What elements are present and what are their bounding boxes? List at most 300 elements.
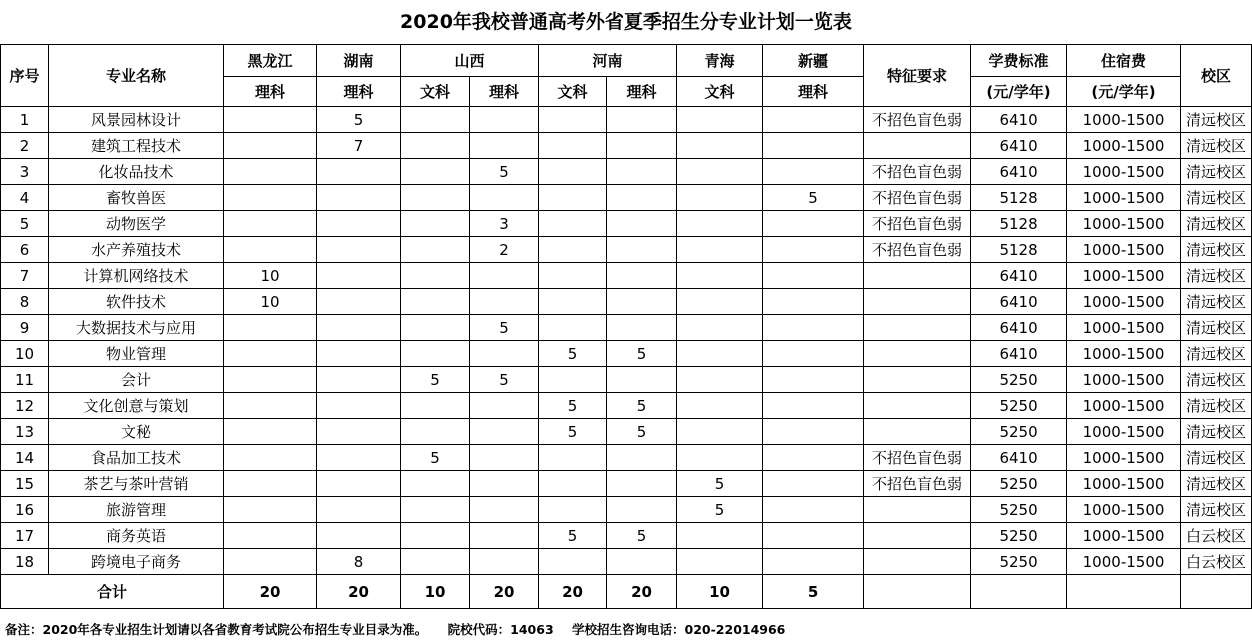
row-tuition: 5128 — [971, 237, 1067, 263]
row-requirement: 不招色盲色弱 — [864, 159, 971, 185]
totals-empty-cell — [864, 575, 971, 609]
row-quota — [763, 159, 864, 185]
row-seq: 13 — [1, 419, 49, 445]
row-quota — [401, 523, 470, 549]
row-quota: 5 — [470, 315, 539, 341]
row-major-name: 文秘 — [49, 419, 224, 445]
row-seq: 10 — [1, 341, 49, 367]
row-campus: 清远校区 — [1181, 289, 1252, 315]
row-tuition: 6410 — [971, 315, 1067, 341]
row-quota: 5 — [677, 471, 763, 497]
row-quota — [470, 341, 539, 367]
row-quota — [317, 497, 401, 523]
row-tuition: 5250 — [971, 549, 1067, 575]
row-quota — [677, 549, 763, 575]
row-lodging: 1000-1500 — [1067, 185, 1181, 211]
table-title: 2020年我校普通高考外省夏季招生分专业计划一览表 — [400, 11, 852, 33]
row-quota — [607, 315, 677, 341]
row-quota — [677, 159, 763, 185]
row-major-name: 水产养殖技术 — [49, 237, 224, 263]
row-quota — [607, 289, 677, 315]
totals-label: 合计 — [1, 575, 224, 609]
row-quota: 5 — [539, 393, 607, 419]
row-quota: 7 — [317, 133, 401, 159]
header-lodging-unit: (元/学年) — [1067, 77, 1181, 107]
row-quota — [224, 107, 317, 133]
row-tuition: 5250 — [971, 419, 1067, 445]
row-quota — [224, 211, 317, 237]
table-row — [1, 471, 1252, 497]
row-quota — [763, 237, 864, 263]
row-quota — [401, 497, 470, 523]
total-value: 10 — [401, 575, 470, 609]
row-requirement — [864, 523, 971, 549]
row-quota — [470, 107, 539, 133]
row-lodging: 1000-1500 — [1067, 367, 1181, 393]
table-row — [1, 497, 1252, 523]
row-seq: 8 — [1, 289, 49, 315]
row-major-name: 食品加工技术 — [49, 445, 224, 471]
row-quota — [677, 523, 763, 549]
row-quota — [224, 315, 317, 341]
row-requirement: 不招色盲色弱 — [864, 237, 971, 263]
row-quota — [539, 289, 607, 315]
row-campus: 清远校区 — [1181, 445, 1252, 471]
totals-empty-cell — [1067, 575, 1181, 609]
row-quota — [763, 263, 864, 289]
row-quota — [677, 185, 763, 211]
row-quota — [607, 549, 677, 575]
row-lodging: 1000-1500 — [1067, 133, 1181, 159]
header-requirement: 特征要求 — [864, 45, 971, 107]
row-lodging: 1000-1500 — [1067, 263, 1181, 289]
row-campus: 清远校区 — [1181, 497, 1252, 523]
row-requirement — [864, 497, 971, 523]
row-quota — [677, 211, 763, 237]
row-requirement: 不招色盲色弱 — [864, 445, 971, 471]
row-requirement: 不招色盲色弱 — [864, 107, 971, 133]
row-quota — [224, 445, 317, 471]
row-requirement: 不招色盲色弱 — [864, 185, 971, 211]
row-seq: 5 — [1, 211, 49, 237]
row-quota — [763, 133, 864, 159]
row-campus: 清远校区 — [1181, 107, 1252, 133]
row-quota: 5 — [470, 367, 539, 393]
row-major-name: 跨境电子商务 — [49, 549, 224, 575]
row-quota — [401, 237, 470, 263]
table-row — [1, 549, 1252, 575]
row-quota — [539, 549, 607, 575]
row-tuition: 5250 — [971, 523, 1067, 549]
row-tuition: 5250 — [971, 367, 1067, 393]
row-seq: 14 — [1, 445, 49, 471]
header-subject: 理科 — [470, 77, 539, 107]
row-requirement: 不招色盲色弱 — [864, 471, 971, 497]
row-seq: 9 — [1, 315, 49, 341]
row-quota: 5 — [401, 367, 470, 393]
row-quota — [317, 523, 401, 549]
table-row — [1, 289, 1252, 315]
table-row — [1, 367, 1252, 393]
row-quota — [607, 471, 677, 497]
row-quota — [224, 341, 317, 367]
row-seq: 17 — [1, 523, 49, 549]
total-value: 5 — [763, 575, 864, 609]
row-quota: 8 — [317, 549, 401, 575]
row-quota — [317, 419, 401, 445]
row-quota — [470, 445, 539, 471]
row-quota — [677, 419, 763, 445]
total-value: 10 — [677, 575, 763, 609]
row-quota — [763, 549, 864, 575]
header-seq: 序号 — [1, 45, 49, 107]
row-quota: 10 — [224, 263, 317, 289]
row-lodging: 1000-1500 — [1067, 497, 1181, 523]
row-campus: 清远校区 — [1181, 393, 1252, 419]
total-value: 20 — [317, 575, 401, 609]
row-quota — [607, 185, 677, 211]
row-quota: 5 — [763, 185, 864, 211]
row-major-name: 畜牧兽医 — [49, 185, 224, 211]
row-lodging: 1000-1500 — [1067, 315, 1181, 341]
row-quota — [607, 367, 677, 393]
row-quota — [470, 471, 539, 497]
row-quota — [539, 497, 607, 523]
row-quota — [224, 497, 317, 523]
row-tuition: 6410 — [971, 341, 1067, 367]
row-requirement — [864, 263, 971, 289]
table-row — [1, 107, 1252, 133]
header-province: 青海 — [677, 45, 763, 77]
row-requirement — [864, 393, 971, 419]
totals-empty-cell — [1181, 575, 1252, 609]
header-lodging: 住宿费 — [1067, 45, 1181, 77]
row-quota — [539, 445, 607, 471]
row-quota — [763, 419, 864, 445]
row-seq: 7 — [1, 263, 49, 289]
row-lodging: 1000-1500 — [1067, 549, 1181, 575]
table-row — [1, 133, 1252, 159]
row-quota: 2 — [470, 237, 539, 263]
row-major-name: 物业管理 — [49, 341, 224, 367]
row-quota — [401, 471, 470, 497]
row-campus: 清远校区 — [1181, 263, 1252, 289]
row-lodging: 1000-1500 — [1067, 419, 1181, 445]
row-quota — [677, 445, 763, 471]
header-subject: 文科 — [677, 77, 763, 107]
header-province: 黑龙江 — [224, 45, 317, 77]
row-tuition: 6410 — [971, 289, 1067, 315]
row-quota — [401, 133, 470, 159]
table-row — [1, 237, 1252, 263]
row-quota: 5 — [539, 523, 607, 549]
footnote-hotline: 学校招生咨询电话：020-22014966 — [572, 622, 786, 637]
row-tuition: 5128 — [971, 211, 1067, 237]
row-quota — [470, 497, 539, 523]
totals-row — [1, 575, 1252, 609]
row-seq: 3 — [1, 159, 49, 185]
row-quota — [317, 237, 401, 263]
row-tuition: 6410 — [971, 445, 1067, 471]
row-seq: 18 — [1, 549, 49, 575]
row-requirement — [864, 367, 971, 393]
row-quota — [224, 471, 317, 497]
header-subject: 文科 — [401, 77, 470, 107]
row-requirement — [864, 133, 971, 159]
row-seq: 6 — [1, 237, 49, 263]
row-lodging: 1000-1500 — [1067, 237, 1181, 263]
row-quota: 5 — [607, 419, 677, 445]
row-quota: 5 — [539, 419, 607, 445]
row-quota — [470, 263, 539, 289]
row-campus: 清远校区 — [1181, 211, 1252, 237]
row-quota — [224, 367, 317, 393]
row-seq: 16 — [1, 497, 49, 523]
row-major-name: 建筑工程技术 — [49, 133, 224, 159]
footnote — [5, 619, 785, 641]
row-quota: 5 — [539, 341, 607, 367]
row-quota — [763, 107, 864, 133]
row-lodging: 1000-1500 — [1067, 159, 1181, 185]
table-row — [1, 159, 1252, 185]
row-campus: 清远校区 — [1181, 133, 1252, 159]
row-lodging: 1000-1500 — [1067, 471, 1181, 497]
table-row — [1, 185, 1252, 211]
row-quota — [763, 497, 864, 523]
row-seq: 1 — [1, 107, 49, 133]
row-quota — [539, 471, 607, 497]
row-quota — [224, 185, 317, 211]
row-lodging: 1000-1500 — [1067, 107, 1181, 133]
row-tuition: 6410 — [971, 107, 1067, 133]
row-quota — [470, 185, 539, 211]
row-quota — [677, 315, 763, 341]
header-province: 河南 — [539, 45, 677, 77]
row-quota: 5 — [607, 341, 677, 367]
row-quota — [607, 263, 677, 289]
header-row-provinces — [1, 45, 1252, 77]
row-tuition: 6410 — [971, 133, 1067, 159]
row-quota — [317, 341, 401, 367]
row-quota — [677, 393, 763, 419]
row-quota — [607, 133, 677, 159]
row-quota — [401, 315, 470, 341]
table-row — [1, 393, 1252, 419]
row-quota — [317, 159, 401, 185]
row-quota — [470, 523, 539, 549]
row-major-name: 大数据技术与应用 — [49, 315, 224, 341]
row-quota: 10 — [224, 289, 317, 315]
row-quota — [539, 133, 607, 159]
row-tuition: 5250 — [971, 393, 1067, 419]
row-major-name: 软件技术 — [49, 289, 224, 315]
row-quota — [763, 211, 864, 237]
total-value: 20 — [470, 575, 539, 609]
row-quota — [401, 159, 470, 185]
row-quota — [677, 289, 763, 315]
row-quota — [401, 393, 470, 419]
header-tuition-unit: (元/学年) — [971, 77, 1067, 107]
row-lodging: 1000-1500 — [1067, 393, 1181, 419]
row-quota — [224, 523, 317, 549]
row-major-name: 风景园林设计 — [49, 107, 224, 133]
total-value: 20 — [539, 575, 607, 609]
row-requirement — [864, 419, 971, 445]
row-quota — [539, 211, 607, 237]
row-lodging: 1000-1500 — [1067, 523, 1181, 549]
row-quota — [224, 419, 317, 445]
row-quota: 5 — [470, 159, 539, 185]
row-quota — [317, 393, 401, 419]
table-row — [1, 445, 1252, 471]
row-quota — [317, 445, 401, 471]
row-campus: 清远校区 — [1181, 367, 1252, 393]
enrollment-plan-table — [0, 44, 1252, 609]
row-quota — [401, 263, 470, 289]
row-quota — [539, 367, 607, 393]
row-seq: 12 — [1, 393, 49, 419]
row-major-name: 文化创意与策划 — [49, 393, 224, 419]
row-major-name: 会计 — [49, 367, 224, 393]
header-subject: 理科 — [317, 77, 401, 107]
row-quota — [470, 133, 539, 159]
row-quota — [401, 107, 470, 133]
row-quota — [607, 497, 677, 523]
row-tuition: 5250 — [971, 471, 1067, 497]
header-subject: 理科 — [607, 77, 677, 107]
row-seq: 4 — [1, 185, 49, 211]
row-quota: 5 — [607, 393, 677, 419]
table-row — [1, 341, 1252, 367]
row-quota — [401, 549, 470, 575]
row-quota — [224, 237, 317, 263]
row-quota — [763, 523, 864, 549]
row-quota: 5 — [317, 107, 401, 133]
row-quota — [224, 549, 317, 575]
row-major-name: 化妆品技术 — [49, 159, 224, 185]
row-campus: 清远校区 — [1181, 315, 1252, 341]
row-quota — [317, 315, 401, 341]
row-lodging: 1000-1500 — [1067, 289, 1181, 315]
header-campus: 校区 — [1181, 45, 1252, 107]
header-subject: 文科 — [539, 77, 607, 107]
row-major-name: 商务英语 — [49, 523, 224, 549]
header-subject: 理科 — [224, 77, 317, 107]
row-tuition: 6410 — [971, 263, 1067, 289]
row-quota — [677, 237, 763, 263]
row-quota — [224, 159, 317, 185]
total-value: 20 — [224, 575, 317, 609]
row-quota — [401, 185, 470, 211]
row-quota — [224, 133, 317, 159]
header-province: 山西 — [401, 45, 539, 77]
table-row — [1, 523, 1252, 549]
row-quota — [763, 289, 864, 315]
row-campus: 清远校区 — [1181, 341, 1252, 367]
totals-empty-cell — [971, 575, 1067, 609]
row-quota — [470, 393, 539, 419]
row-quota: 3 — [470, 211, 539, 237]
row-quota — [763, 341, 864, 367]
footnote-school-code: 院校代码：14063 — [447, 622, 554, 637]
row-quota — [470, 549, 539, 575]
footnote-remark: 备注：2020年各专业招生计划请以各省教育考试院公布招生专业目录为准。 — [5, 622, 428, 637]
row-quota — [317, 289, 401, 315]
row-quota — [539, 185, 607, 211]
row-quota — [539, 315, 607, 341]
row-quota — [677, 133, 763, 159]
row-lodging: 1000-1500 — [1067, 341, 1181, 367]
row-major-name: 茶艺与茶叶营销 — [49, 471, 224, 497]
row-quota — [677, 341, 763, 367]
row-quota — [539, 107, 607, 133]
table-row — [1, 211, 1252, 237]
table-row — [1, 263, 1252, 289]
row-quota — [317, 367, 401, 393]
row-quota — [677, 107, 763, 133]
row-campus: 清远校区 — [1181, 237, 1252, 263]
row-tuition: 6410 — [971, 159, 1067, 185]
row-quota — [607, 445, 677, 471]
row-campus: 清远校区 — [1181, 471, 1252, 497]
row-quota: 5 — [401, 445, 470, 471]
header-province: 新疆 — [763, 45, 864, 77]
row-quota — [224, 393, 317, 419]
table-row — [1, 315, 1252, 341]
row-requirement — [864, 341, 971, 367]
row-requirement — [864, 289, 971, 315]
row-major-name: 动物医学 — [49, 211, 224, 237]
row-campus: 清远校区 — [1181, 185, 1252, 211]
row-quota — [401, 419, 470, 445]
row-quota — [763, 445, 864, 471]
row-quota — [677, 367, 763, 393]
row-quota — [607, 237, 677, 263]
row-campus: 白云校区 — [1181, 549, 1252, 575]
row-quota — [539, 159, 607, 185]
row-requirement — [864, 315, 971, 341]
row-seq: 2 — [1, 133, 49, 159]
row-quota — [317, 211, 401, 237]
header-province: 湖南 — [317, 45, 401, 77]
row-quota — [607, 107, 677, 133]
row-campus: 白云校区 — [1181, 523, 1252, 549]
row-campus: 清远校区 — [1181, 159, 1252, 185]
row-quota — [607, 159, 677, 185]
row-tuition: 5250 — [971, 497, 1067, 523]
row-quota — [401, 289, 470, 315]
row-quota — [401, 341, 470, 367]
row-quota — [317, 471, 401, 497]
row-seq: 15 — [1, 471, 49, 497]
row-quota — [317, 263, 401, 289]
header-tuition: 学费标准 — [971, 45, 1067, 77]
row-quota: 5 — [677, 497, 763, 523]
row-quota — [677, 263, 763, 289]
row-major-name: 旅游管理 — [49, 497, 224, 523]
row-quota — [470, 289, 539, 315]
row-quota — [763, 367, 864, 393]
row-seq: 11 — [1, 367, 49, 393]
row-campus: 清远校区 — [1181, 419, 1252, 445]
row-quota — [317, 185, 401, 211]
table-row — [1, 419, 1252, 445]
row-tuition: 5128 — [971, 185, 1067, 211]
header-major: 专业名称 — [49, 45, 224, 107]
row-quota — [401, 211, 470, 237]
row-quota — [539, 263, 607, 289]
row-quota — [470, 419, 539, 445]
